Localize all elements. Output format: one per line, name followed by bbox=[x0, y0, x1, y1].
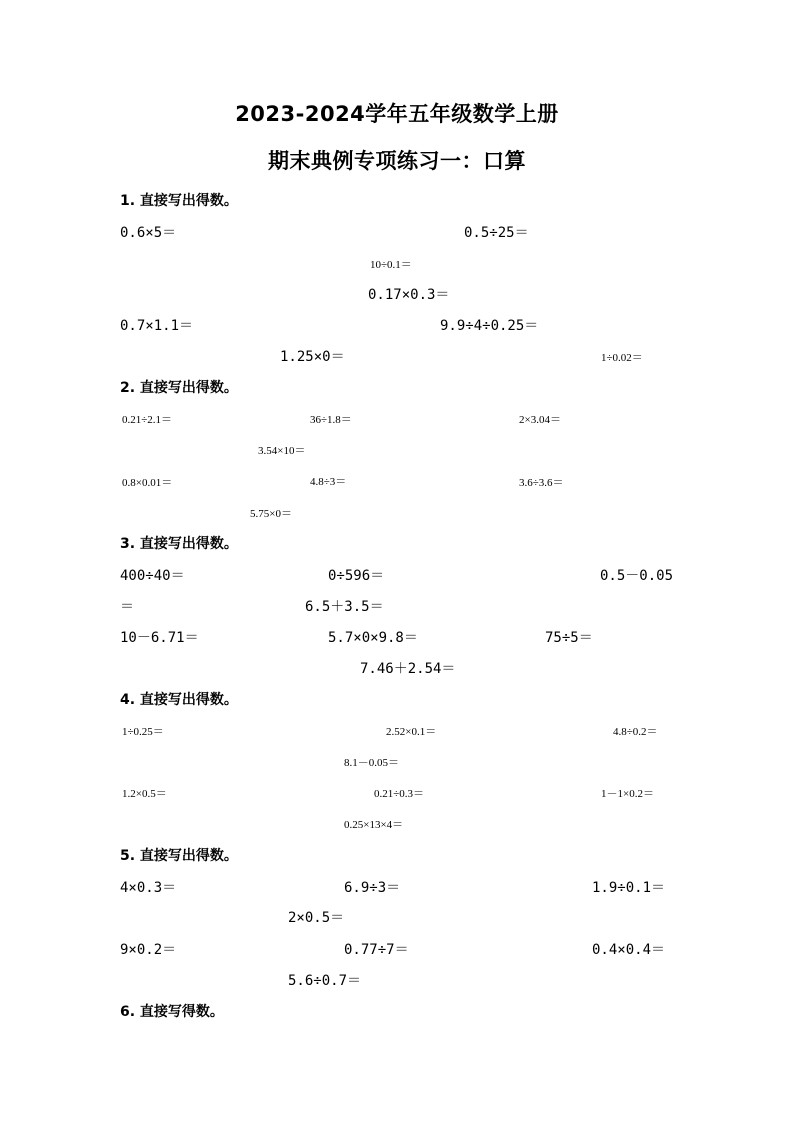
section-4-heading: 4. 直接写出得数。 bbox=[120, 692, 238, 708]
problem: 1－1×0.2＝ bbox=[601, 788, 654, 800]
section-6-heading: 6. 直接写得数。 bbox=[120, 1004, 224, 1020]
problem: 0.5÷25＝ bbox=[464, 225, 529, 241]
problem: 400÷40＝ bbox=[120, 568, 185, 584]
problem: 10÷0.1＝ bbox=[370, 259, 412, 271]
problem: 0÷596＝ bbox=[328, 568, 385, 584]
problem: 5.75×0＝ bbox=[250, 508, 292, 520]
problem: 6.5＋3.5＝ bbox=[305, 599, 384, 615]
problem: 2×0.5＝ bbox=[288, 910, 345, 926]
problem: 8.1－0.05＝ bbox=[344, 757, 399, 769]
problem: 0.8×0.01＝ bbox=[122, 477, 173, 489]
problem: 5.7×0×9.8＝ bbox=[328, 630, 418, 646]
problem: 1.9÷0.1＝ bbox=[592, 880, 666, 896]
problem: 0.21÷2.1＝ bbox=[122, 414, 173, 426]
problem: 1÷0.02＝ bbox=[601, 352, 643, 364]
problem: 0.17×0.3＝ bbox=[368, 287, 450, 303]
problem: 4.8÷3＝ bbox=[310, 476, 347, 488]
problem: 5.6÷0.7＝ bbox=[288, 973, 362, 989]
problem: 3.54×10＝ bbox=[258, 445, 306, 457]
problem: 36÷1.8＝ bbox=[310, 414, 352, 426]
problem: 75÷5＝ bbox=[545, 630, 593, 646]
problem: 1.25×0＝ bbox=[280, 349, 345, 365]
problem: 0.77÷7＝ bbox=[344, 942, 409, 958]
problem: 0.25×13×4＝ bbox=[344, 819, 404, 831]
section-1-heading: 1. 直接写出得数。 bbox=[120, 193, 238, 209]
problem: 9×0.2＝ bbox=[120, 942, 177, 958]
problem: 2×3.04＝ bbox=[519, 414, 561, 426]
problem: 7.46＋2.54＝ bbox=[360, 661, 456, 677]
section-3-heading: 3. 直接写出得数。 bbox=[120, 536, 238, 552]
problem: 0.21÷0.3＝ bbox=[374, 788, 425, 800]
page-title: 2023-2024学年五年级数学上册 bbox=[235, 102, 559, 126]
problem: 0.4×0.4＝ bbox=[592, 942, 666, 958]
page-subtitle: 期末典例专项练习一：口算 bbox=[268, 149, 526, 173]
problem: 10－6.71＝ bbox=[120, 630, 199, 646]
problem: 3.6÷3.6＝ bbox=[519, 477, 564, 489]
problem: 1.2×0.5＝ bbox=[122, 788, 167, 800]
problem: 6.9÷3＝ bbox=[344, 880, 401, 896]
problem: 0.6×5＝ bbox=[120, 225, 177, 241]
problem: 0.5－0.05 bbox=[600, 568, 674, 584]
problem: 9.9÷4÷0.25＝ bbox=[440, 318, 539, 334]
section-5-heading: 5. 直接写出得数。 bbox=[120, 848, 238, 864]
problem: 4.8÷0.2＝ bbox=[613, 726, 658, 738]
problem: 4×0.3＝ bbox=[120, 880, 177, 896]
problem: 2.52×0.1＝ bbox=[386, 726, 437, 738]
section-2-heading: 2. 直接写出得数。 bbox=[120, 380, 238, 396]
problem: 0.7×1.1＝ bbox=[120, 318, 194, 334]
problem: 1÷0.25＝ bbox=[122, 726, 164, 738]
problem: ＝ bbox=[120, 599, 134, 615]
